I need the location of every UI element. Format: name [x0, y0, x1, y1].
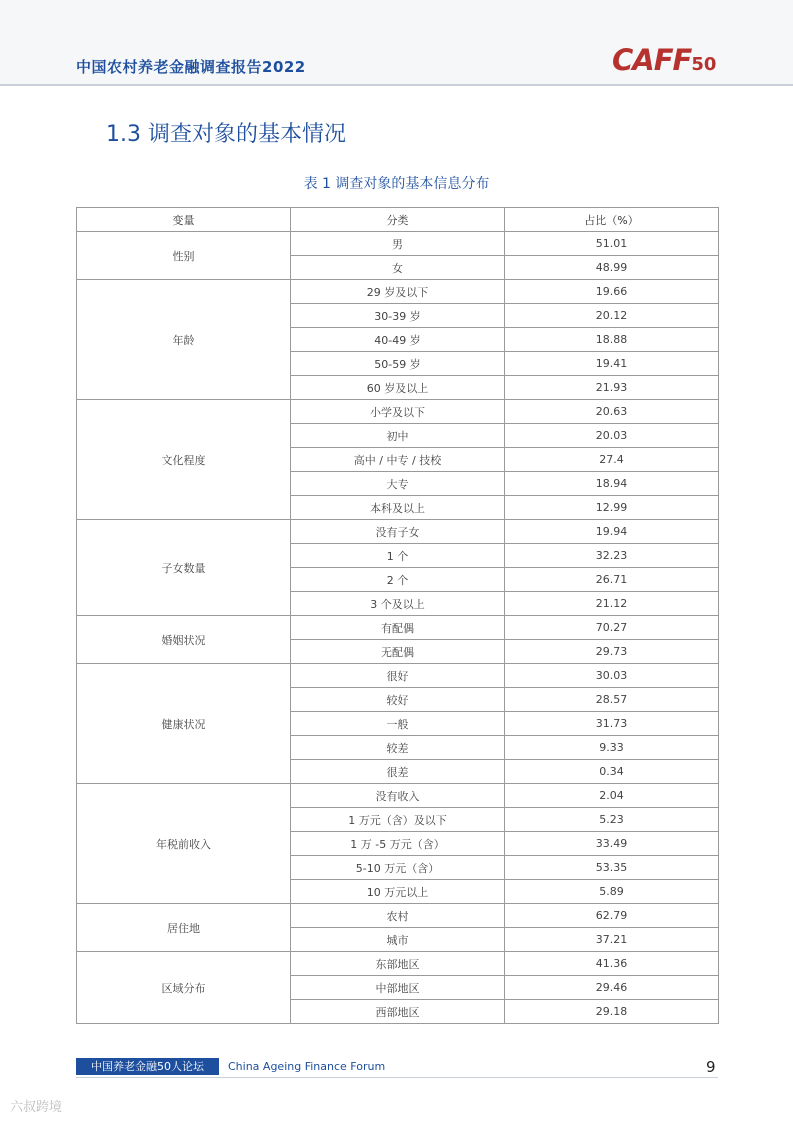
table-row [77, 664, 719, 688]
variable-cell: 文化程度 [77, 400, 291, 520]
table-row [77, 232, 719, 256]
percentage-cell: 33.49 [505, 832, 719, 856]
table-row [77, 952, 719, 976]
footer-divider [76, 1077, 718, 1078]
category-cell: 10 万元以上 [291, 880, 505, 904]
category-cell: 很差 [291, 760, 505, 784]
watermark: 六叔跨境 [10, 1100, 63, 1115]
percentage-cell: 20.12 [505, 304, 719, 328]
variable-cell: 健康状况 [77, 664, 291, 784]
percentage-cell: 19.94 [505, 520, 719, 544]
variable-cell: 子女数量 [77, 520, 291, 616]
category-cell: 中部地区 [291, 976, 505, 1000]
percentage-cell: 2.04 [505, 784, 719, 808]
category-cell: 本科及以上 [291, 496, 505, 520]
category-cell: 大专 [291, 472, 505, 496]
variable-cell: 年税前收入 [77, 784, 291, 904]
table-row [77, 400, 719, 424]
variable-cell: 年龄 [77, 280, 291, 400]
table-row [77, 616, 719, 640]
category-cell: 西部地区 [291, 1000, 505, 1024]
category-cell: 有配偶 [291, 616, 505, 640]
category-cell: 小学及以下 [291, 400, 505, 424]
header-percentage: 占比（%） [505, 208, 719, 232]
table-caption: 表 1 调查对象的基本信息分布 [303, 176, 490, 192]
category-cell: 3 个及以上 [291, 592, 505, 616]
forum-english-name: China Ageing Finance Forum [228, 1060, 386, 1073]
percentage-cell: 29.18 [505, 1000, 719, 1024]
percentage-cell: 12.99 [505, 496, 719, 520]
category-cell: 40-49 岁 [291, 328, 505, 352]
caff50-logo [612, 43, 717, 77]
variable-cell: 性别 [77, 232, 291, 280]
percentage-cell: 20.63 [505, 400, 719, 424]
percentage-cell: 21.93 [505, 376, 719, 400]
page-number: 9 [706, 1058, 716, 1076]
percentage-cell: 62.79 [505, 904, 719, 928]
percentage-cell: 19.41 [505, 352, 719, 376]
category-cell: 高中 / 中专 / 技校 [291, 448, 505, 472]
category-cell: 没有收入 [291, 784, 505, 808]
page-header [0, 0, 793, 84]
category-cell: 30-39 岁 [291, 304, 505, 328]
category-cell: 较好 [291, 688, 505, 712]
percentage-cell: 37.21 [505, 928, 719, 952]
header-category: 分类 [291, 208, 505, 232]
category-cell: 一般 [291, 712, 505, 736]
percentage-cell: 31.73 [505, 712, 719, 736]
percentage-cell: 51.01 [505, 232, 719, 256]
category-cell: 50-59 岁 [291, 352, 505, 376]
category-cell: 农村 [291, 904, 505, 928]
variable-cell: 区域分布 [77, 952, 291, 1024]
percentage-cell: 53.35 [505, 856, 719, 880]
percentage-cell: 70.27 [505, 616, 719, 640]
category-cell: 初中 [291, 424, 505, 448]
percentage-cell: 27.4 [505, 448, 719, 472]
category-cell: 1 万 -5 万元（含） [291, 832, 505, 856]
percentage-cell: 41.36 [505, 952, 719, 976]
table-row [77, 280, 719, 304]
table-row [77, 520, 719, 544]
logo-number: 50 [691, 54, 717, 75]
report-title: 中国农村养老金融调查报告2022 [76, 58, 306, 76]
percentage-cell: 5.23 [505, 808, 719, 832]
forum-badge: 中国养老金融50人论坛 [76, 1058, 219, 1075]
category-cell: 较差 [291, 736, 505, 760]
percentage-cell: 48.99 [505, 256, 719, 280]
percentage-cell: 26.71 [505, 568, 719, 592]
percentage-cell: 9.33 [505, 736, 719, 760]
category-cell: 1 万元（含）及以下 [291, 808, 505, 832]
logo-text: CAFF [612, 43, 692, 77]
percentage-cell: 29.73 [505, 640, 719, 664]
category-cell: 城市 [291, 928, 505, 952]
category-cell: 29 岁及以下 [291, 280, 505, 304]
category-cell: 5-10 万元（含） [291, 856, 505, 880]
category-cell: 东部地区 [291, 952, 505, 976]
header-divider [0, 84, 793, 86]
category-cell: 60 岁及以上 [291, 376, 505, 400]
percentage-cell: 20.03 [505, 424, 719, 448]
category-cell: 无配偶 [291, 640, 505, 664]
table-row [77, 904, 719, 928]
section-title: 1.3 调查对象的基本情况 [106, 122, 346, 147]
percentage-cell: 0.34 [505, 760, 719, 784]
percentage-cell: 19.66 [505, 280, 719, 304]
category-cell: 2 个 [291, 568, 505, 592]
category-cell: 女 [291, 256, 505, 280]
table-body [77, 232, 719, 1024]
table-row [77, 784, 719, 808]
percentage-cell: 29.46 [505, 976, 719, 1000]
basic-info-table [76, 207, 719, 1024]
percentage-cell: 5.89 [505, 880, 719, 904]
percentage-cell: 18.94 [505, 472, 719, 496]
category-cell: 没有子女 [291, 520, 505, 544]
header-variable: 变量 [77, 208, 291, 232]
percentage-cell: 30.03 [505, 664, 719, 688]
percentage-cell: 28.57 [505, 688, 719, 712]
percentage-cell: 21.12 [505, 592, 719, 616]
variable-cell: 婚姻状况 [77, 616, 291, 664]
variable-cell: 居住地 [77, 904, 291, 952]
percentage-cell: 32.23 [505, 544, 719, 568]
category-cell: 男 [291, 232, 505, 256]
category-cell: 1 个 [291, 544, 505, 568]
category-cell: 很好 [291, 664, 505, 688]
percentage-cell: 18.88 [505, 328, 719, 352]
table-header-row [77, 208, 719, 232]
